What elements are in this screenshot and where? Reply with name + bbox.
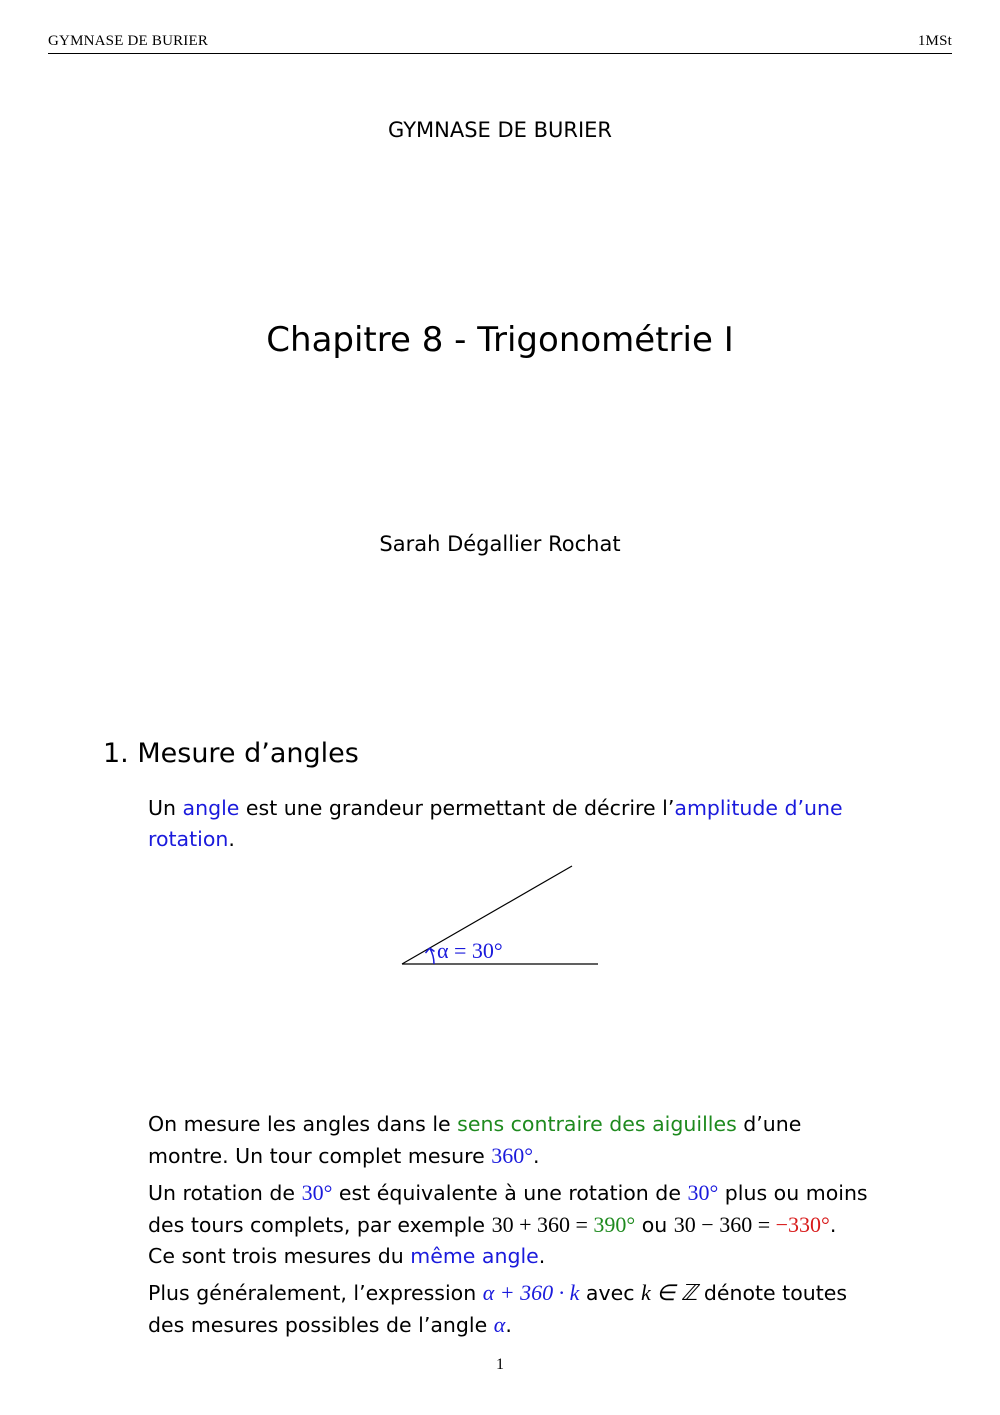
- angle-figure: [395, 860, 605, 975]
- paragraph-equivalence: [148, 1177, 868, 1272]
- expression-plus: 30 + 360 =: [491, 1212, 594, 1237]
- text: dénote toutes des mesures possibles de l’angle: [148, 1281, 848, 1337]
- text: plus ou moins des tours complets, par exemple: [148, 1181, 868, 1237]
- text: .: [228, 827, 235, 851]
- school-name: GYMNASE DE BURIER: [387, 118, 613, 142]
- running-header-right: 1MSt: [917, 33, 952, 49]
- text: .: [538, 1244, 546, 1268]
- term-counterclockwise: sens contraire des aiguilles: [457, 1112, 737, 1136]
- text: Un: [148, 796, 183, 820]
- value-390: 390°: [593, 1212, 636, 1237]
- value-30: 30°: [301, 1180, 333, 1205]
- text: .: [505, 1313, 512, 1337]
- text: Un rotation de: [148, 1181, 302, 1205]
- paragraph-direction: [148, 1109, 868, 1172]
- text: est équivalente à une rotation de: [332, 1181, 688, 1205]
- text: ou: [635, 1213, 674, 1237]
- document-title: Chapitre 8 - Trigonométrie I: [266, 320, 734, 360]
- arrow-head-icon: [426, 948, 435, 953]
- value-full-turn: 360°: [491, 1143, 534, 1168]
- term-amplitude: amplitude d’une rotation: [148, 796, 843, 851]
- paragraph-angle-definition: [148, 793, 868, 855]
- page-number: 1: [496, 1356, 504, 1373]
- text: avec: [579, 1281, 642, 1305]
- expression-minus: 30 − 360 =: [673, 1212, 776, 1237]
- section-heading: 1. Mesure d’angles: [103, 738, 359, 769]
- value-minus-330: −330°: [775, 1212, 830, 1237]
- expression-general: α + 360 · k: [482, 1280, 580, 1305]
- term-same-angle: même angle: [410, 1244, 539, 1268]
- text: Plus généralement, l’expression: [148, 1281, 483, 1305]
- term-angle: angle: [182, 796, 240, 820]
- symbol-alpha: α: [493, 1312, 506, 1337]
- text: est une grandeur permettant de décrire l’: [239, 796, 675, 820]
- expression-k-integer: k ∈ ℤ: [641, 1280, 698, 1305]
- author-name: Sarah Dégallier Rochat: [379, 532, 621, 556]
- header-rule: [48, 53, 952, 54]
- running-header-left: GYMNASE DE BURIER: [48, 33, 209, 49]
- angle-label: α = 30°: [437, 938, 503, 963]
- text: .: [533, 1144, 540, 1168]
- text: On mesure les angles dans le: [148, 1112, 458, 1136]
- value-30: 30°: [687, 1180, 719, 1205]
- text: . Ce sont trois mesures du: [148, 1213, 837, 1268]
- text: d’une montre. Un tour complet mesure: [148, 1112, 802, 1168]
- paragraph-general-expression: [148, 1277, 868, 1341]
